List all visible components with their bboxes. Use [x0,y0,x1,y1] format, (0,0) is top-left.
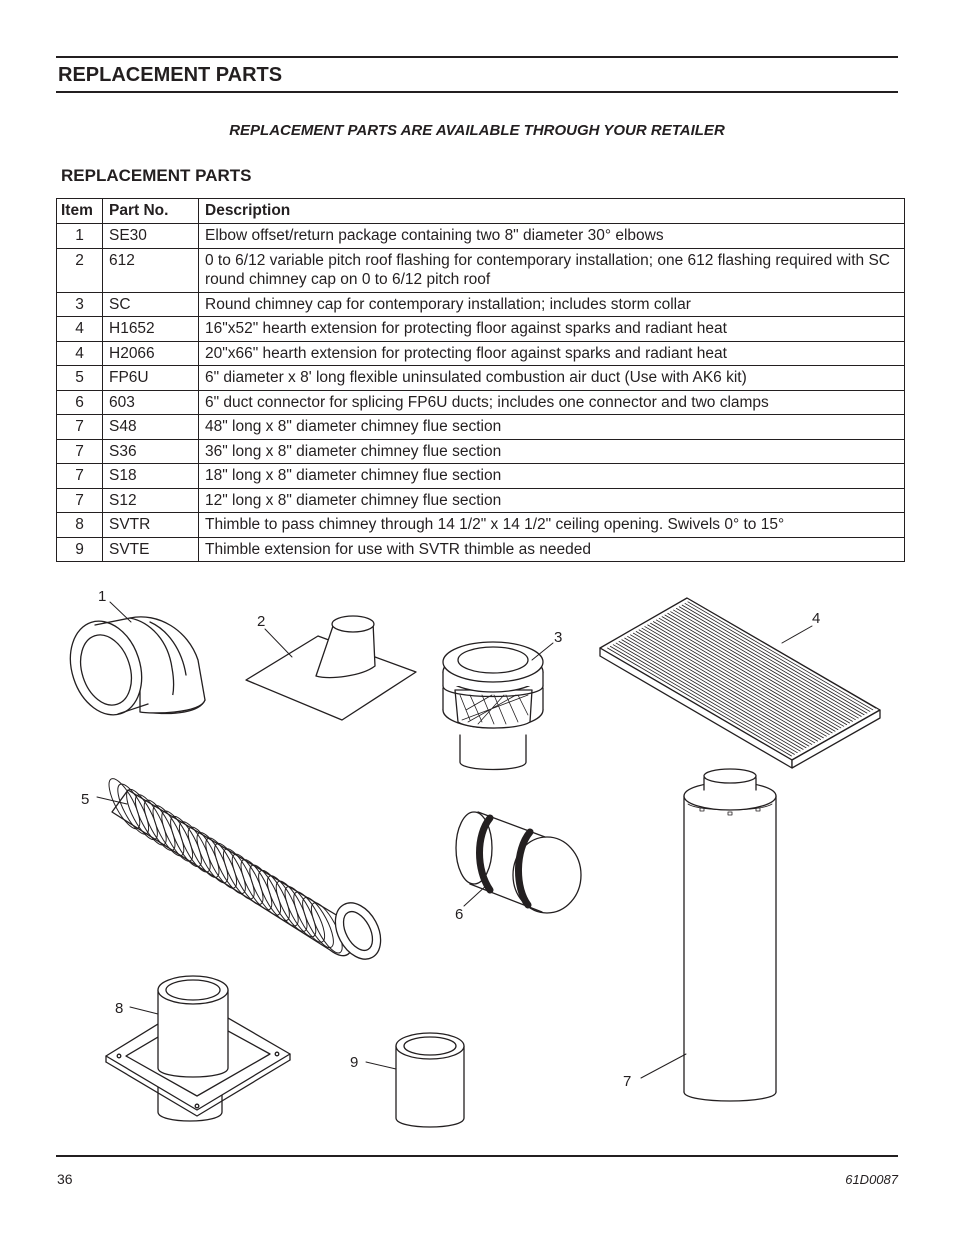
chimney-section-drawing [684,769,776,1101]
item-cell: 7 [57,488,103,513]
description-cell: 12" long x 8" diameter chimney flue section [199,488,905,513]
table-row [57,464,905,489]
description-cell: Thimble to pass chimney through 14 1/2" x 14 1/2" ceiling opening. Swivels 0° to 15° [199,513,905,538]
table-row [57,224,905,249]
parts-illustrations [0,580,954,1140]
callout-5: 5 [81,791,90,808]
part-number-cell: H2066 [103,341,199,366]
item-cell: 7 [57,415,103,440]
table-row [57,366,905,391]
description-cell: Round chimney cap for contemporary installation; includes storm collar [199,292,905,317]
item-cell: 4 [57,317,103,342]
parts-table [56,198,905,562]
item-cell: 9 [57,537,103,562]
title-underline [56,91,898,93]
callout-9: 9 [350,1054,359,1071]
roof-flashing-drawing [246,616,416,720]
item-cell: 4 [57,341,103,366]
part-number-cell: SC [103,292,199,317]
hearth-extension-drawing [600,598,880,768]
part-number-cell: S18 [103,464,199,489]
flex-duct-drawing [103,775,389,967]
item-cell: 8 [57,513,103,538]
item-cell: 3 [57,292,103,317]
callout-1: 1 [98,588,107,605]
part-number-cell: FP6U [103,366,199,391]
description-cell: Thimble extension for use with SVTR thimble as needed [199,537,905,562]
thimble-drawing [106,976,290,1121]
thimble-extension-drawing [396,1033,464,1127]
table-header-row [57,199,905,224]
part-number-cell: 612 [103,248,199,292]
item-cell: 6 [57,390,103,415]
description-cell: 0 to 6/12 variable pitch roof flashing for contemporary installation; one 612 flashing required with SC round chimney cap on 0 to 6/12 pitch roof [199,248,905,292]
description-cell: 6" duct connector for splicing FP6U ducts; includes one connector and two clamps [199,390,905,415]
description-cell: Elbow offset/return package containing two 8" diameter 30° elbows [199,224,905,249]
callout-4: 4 [812,610,821,627]
footer-rule [56,1155,898,1157]
table-row [57,513,905,538]
description-cell: 18" long x 8" diameter chimney flue section [199,464,905,489]
item-cell: 7 [57,439,103,464]
part-number-cell: SE30 [103,224,199,249]
item-cell: 1 [57,224,103,249]
table-heading: REPLACEMENT PARTS [61,166,252,185]
part-number-cell: SVTE [103,537,199,562]
duct-connector-drawing [456,812,581,913]
part-number-cell: S48 [103,415,199,440]
table-row [57,292,905,317]
description-cell: 6" diameter x 8' long flexible uninsulated combustion air duct (Use with AK6 kit) [199,366,905,391]
table-row [57,537,905,562]
chimney-cap-drawing [443,642,543,770]
parts-table-body [57,224,905,562]
callout-8: 8 [115,1000,124,1017]
part-number-cell: H1652 [103,317,199,342]
column-header-item: Item [57,199,103,224]
description-cell: 20"x66" hearth extension for protecting floor against sparks and radiant heat [199,341,905,366]
part-number-cell: SVTR [103,513,199,538]
item-cell: 2 [57,248,103,292]
elbow-drawing [59,612,205,724]
callout-3: 3 [554,629,563,646]
description-cell: 16"x52" hearth extension for protecting floor against sparks and radiant heat [199,317,905,342]
item-cell: 5 [57,366,103,391]
description-cell: 36" long x 8" diameter chimney flue section [199,439,905,464]
column-header-description: Description [199,199,905,224]
part-number-cell: 603 [103,390,199,415]
description-cell: 48" long x 8" diameter chimney flue section [199,415,905,440]
table-row [57,317,905,342]
table-row [57,248,905,292]
table-row [57,488,905,513]
part-number-cell: S12 [103,488,199,513]
callout-7: 7 [623,1073,632,1090]
item-cell: 7 [57,464,103,489]
page-title: REPLACEMENT PARTS [58,64,283,86]
table-row [57,439,905,464]
table-row [57,341,905,366]
column-header-part-no: Part No. [103,199,199,224]
document-id: 61D0087 [845,1172,898,1187]
part-number-cell: S36 [103,439,199,464]
callout-6: 6 [455,906,464,923]
callout-2: 2 [257,613,266,630]
table-row [57,415,905,440]
availability-note: REPLACEMENT PARTS ARE AVAILABLE THROUGH YOUR RETAILER [229,122,725,139]
top-rule [56,56,898,58]
table-row [57,390,905,415]
page-number: 36 [57,1171,73,1187]
